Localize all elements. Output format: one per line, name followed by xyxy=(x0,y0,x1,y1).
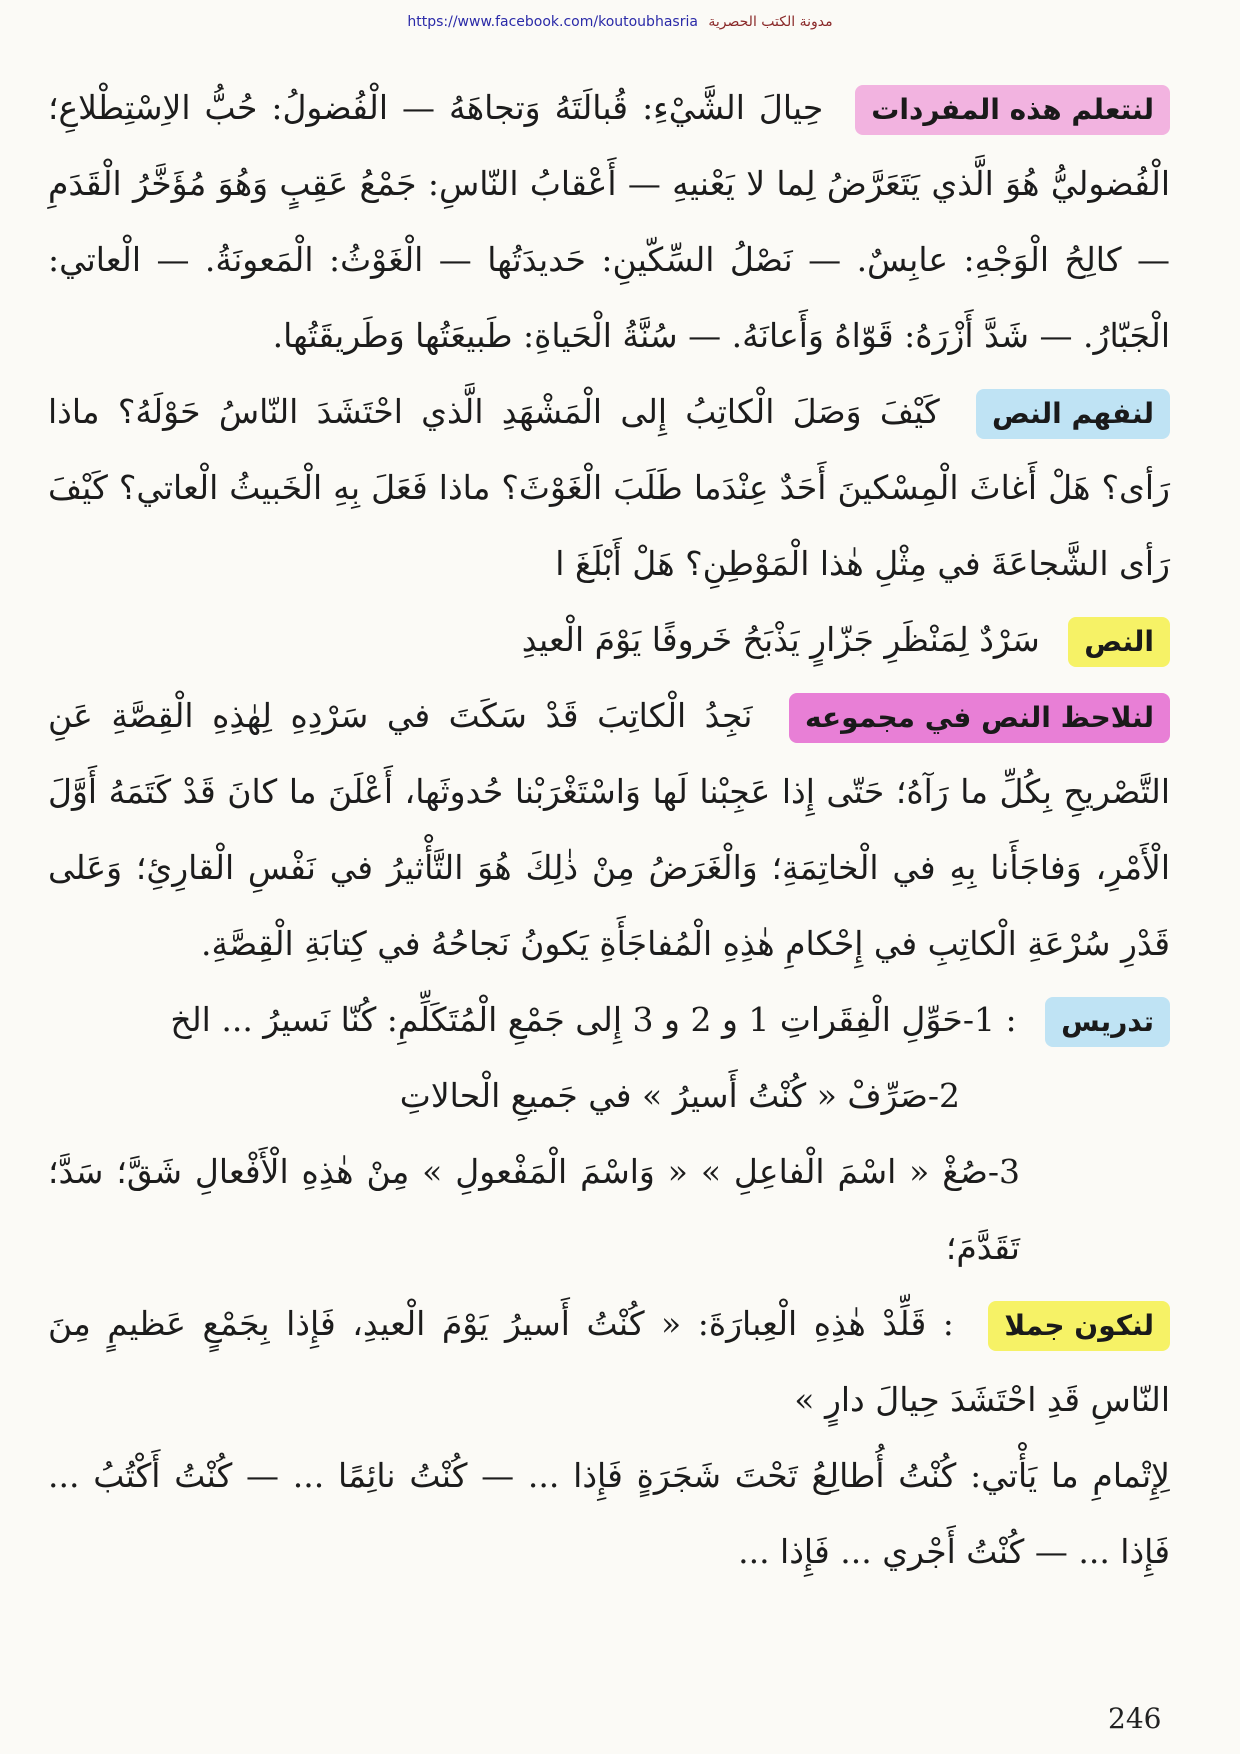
exercise-item-3-line xyxy=(48,1134,1170,1286)
observation-heading: لنلاحظ النص في مجموعه xyxy=(789,693,1170,743)
vocabulary-text: حِيالَ الشَّيْءِ: قُبالَتَهُ وَتجاهَهُ — الْفُضولُ: حُبُّ الاِسْتِطْلاعِ؛ الْفُضوليُّ هُوَ الَّذي يَتَعَرَّضُ لِما لا يَعْنيهِ — أَعْقابُ النّاسِ: جَمْعُ عَقِبٍ وَهُوَ مُؤَخَّرُ الْقَدَمِ — كالِحُ الْوَجْهِ: عابِسٌ. — نَصْلُ السِّكّينِ: حَديدَتُها — الْغَوْثُ: الْمَعونَةُ. — الْعاتي: الْجَبّارُ. — شَدَّ أَزْرَهُ: قَوّاهُ وَأَعانَهُ. — سُنَّةُ الْحَياةِ: طَبيعَتُها وَطَريقَتُها. xyxy=(48,88,1170,355)
vocabulary-section xyxy=(48,70,1170,374)
header-url[interactable] xyxy=(0,14,1240,30)
sentence-heading: لنكون جملا xyxy=(988,1301,1170,1351)
comprehension-questions: كَيْفَ وَصَلَ الْكاتِبُ إِلى الْمَشْهَدِ الَّذي احْتَشَدَ النّاسُ حَوْلَهُ؟ ماذا رَأى؟ هَلْ أَغاثَ الْمِسْكينَ أَحَدٌ عِنْدَما طَلَبَ الْغَوْثَ؟ ماذا فَعَلَ بِهِ الْخَبيثُ الْعاتي؟ كَيْفَ رَأى الشَّجاعَةَ في مِثْلِ هٰذا الْمَوْطِنِ؟ هَلْ أَبْلَغَ ا xyxy=(48,392,1170,583)
exercise-item-2: 2-صَرِّفْ « كُنْتُ أَسيرُ » في جَميعِ الْحالاتِ xyxy=(399,1076,960,1115)
observation-text: نَجِدُ الْكاتِبَ قَدْ سَكَتَ في سَرْدِهِ لِهٰذِهِ الْقِصَّةِ عَنِ التَّصْريحِ بِكُلِّ ما رَآهُ؛ حَتّى إِذا عَجِبْنا لَها وَاسْتَغْرَبْنا حُدوثَها، أَعْلَنَ ما كانَ قَدْ كَتَمَهُ أَوَّلَ الْأَمْرِ، وَفاجَأَنا بِهِ في الْخاتِمَةِ؛ وَالْغَرَضُ مِنْ ذٰلِكَ هُوَ التَّأْثيرُ في نَفْسِ الْقارِئِ؛ وَعَلى قَدْرِ سُرْعَةِ الْكاتِبِ في إِحْكامِ هٰذِهِ الْمُفاجَأَةِ يَكونُ نَجاحُهُ في كِتابَةِ الْقِصَّةِ. xyxy=(48,696,1170,963)
observation-section xyxy=(48,678,1170,982)
blog-name: مدونة الكتب الحصرية xyxy=(708,14,833,30)
exercise-item-3: 3-صُغْ « اسْمَ الْفاعِلِ » « وَاسْمَ الْمَفْعولِ » مِنْ هٰذِهِ الْأَفْعالِ شَقَّ؛ سَدَّ؛ تَقَدَّمَ؛ xyxy=(48,1152,1020,1267)
exercise-heading: تدريس xyxy=(1045,997,1170,1047)
sentence-instruction: : قَلِّدْ هٰذِهِ الْعِبارَةَ: « كُنْتُ أَسيرُ يَوْمَ الْعيدِ، فَإِذا بِجَمْعٍ عَظيمٍ مِنَ النّاسِ قَدِ احْتَشَدَ حِيالَ دارٍ » xyxy=(48,1304,1170,1419)
exercise-item-1: : 1-حَوِّلِ الْفِقَراتِ 1 و 2 و 3 إِلى جَمْعِ الْمُتَكَلِّمِ: كُنّا نَسيرُ ... الخ xyxy=(170,1000,1017,1039)
comprehension-section xyxy=(48,374,1170,602)
exercise-item-2-line xyxy=(48,1058,1170,1134)
exercise-section xyxy=(48,982,1170,1058)
textbook-page xyxy=(48,70,1170,1590)
text-summary-section xyxy=(48,602,1170,678)
page-number: 246 xyxy=(1108,1702,1162,1735)
text-summary: سَرْدٌ لِمَنْظَرِ جَزّارٍ يَذْبَحُ خَروفًا يَوْمَ الْعيدِ xyxy=(521,620,1040,659)
vocabulary-heading: لنتعلم هذه المفردات xyxy=(855,85,1170,135)
completion-text: لِإِتْمامِ ما يَأْتي: كُنْتُ أُطالِعُ تَحْتَ شَجَرَةٍ فَإِذا ... — كُنْتُ نائِمًا ... — كُنْتُ أَكْتُبُ ... فَإِذا ... — كُنْتُ أَجْري ... فَإِذا ... xyxy=(48,1456,1170,1571)
comprehension-heading: لنفهم النص xyxy=(976,389,1170,439)
facebook-link[interactable]: https://www.facebook.com/koutoubhasria xyxy=(407,14,698,30)
text-heading: النص xyxy=(1068,617,1170,667)
sentence-section xyxy=(48,1286,1170,1438)
completion-line xyxy=(48,1438,1170,1590)
